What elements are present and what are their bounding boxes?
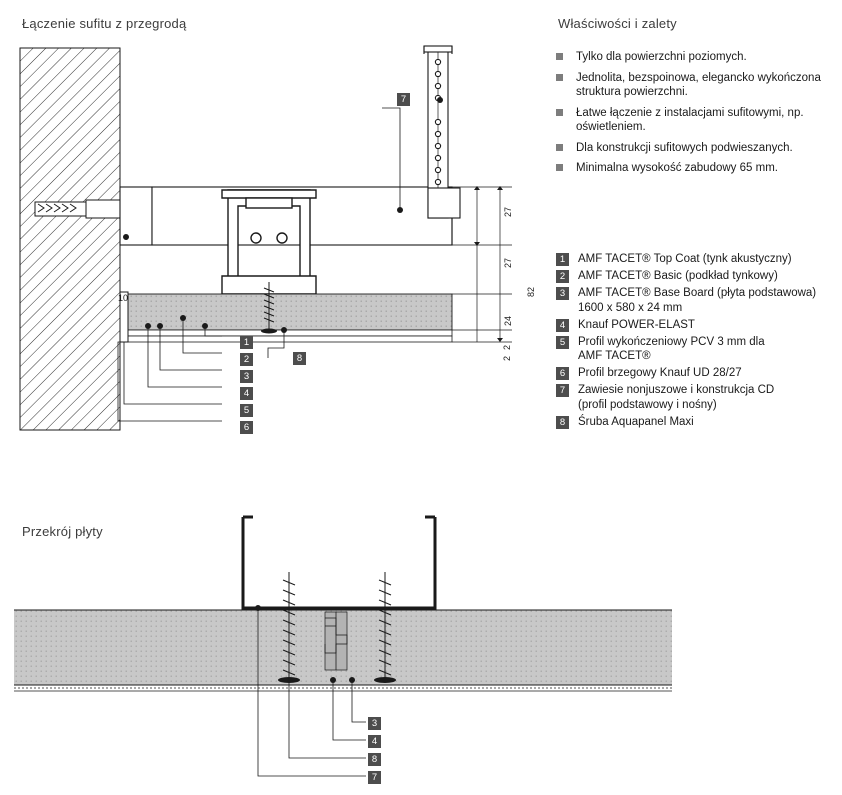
legend-item-1: [556, 252, 836, 267]
leader-lines: [118, 108, 400, 421]
legend-text: AMF TACET® Basic (podkład tynkowy): [578, 270, 778, 282]
board-layers: [120, 294, 452, 342]
bullet-icon: [556, 74, 563, 81]
legend-text: Profil brzegowy Knauf UD 28/27: [578, 367, 742, 379]
feature-item: [556, 50, 828, 65]
nonius-hanger: [424, 46, 460, 218]
legend-text-line2: AMF TACET®: [578, 350, 651, 362]
dim-24: 24: [503, 315, 513, 326]
legend-number: 2: [556, 270, 569, 283]
legend-text: Zawiesie nonjuszowe i konstrukcja CD: [578, 384, 775, 396]
dim-82: 82: [526, 286, 536, 297]
dim-27-top: 27: [503, 206, 513, 217]
legend-item-3: [556, 286, 836, 315]
section-drawing: [0, 500, 700, 795]
cd-channel-section-bottom: [243, 517, 435, 608]
callout-5: 5: [240, 404, 253, 417]
dim-2a: 2: [502, 344, 512, 350]
detail-drawing-svg: [0, 30, 540, 480]
feature-item: [556, 106, 828, 135]
legend-number: 8: [556, 416, 569, 429]
detail-drawing-title: Łączenie sufitu z przegrodą: [22, 16, 187, 31]
callout-7: 7: [397, 93, 410, 106]
legend-text: AMF TACET® Top Coat (tynk akustyczny): [578, 253, 792, 265]
legend-number: 3: [556, 287, 569, 300]
legend-item-7: [556, 383, 836, 412]
feature-text: Dla konstrukcji sufitowych podwieszanych.: [576, 141, 793, 154]
legend-number: 4: [556, 319, 569, 332]
feature-text: Tylko dla powierzchni poziomych.: [576, 51, 747, 63]
bullet-icon: [556, 144, 563, 151]
wall-anchor: [35, 200, 120, 218]
callout-1: 1: [240, 336, 253, 349]
legend-number: 6: [556, 367, 569, 380]
legend-text: Śruba Aquapanel Maxi: [578, 415, 694, 428]
legend-item-2: [556, 269, 836, 284]
dim-27-mid: 27: [503, 257, 513, 268]
wall-hatched: [20, 48, 120, 430]
legend-text-line2: (profil podstawowy i nośny): [578, 398, 717, 411]
legend-item-4: [556, 318, 836, 333]
legend-number: 7: [556, 384, 569, 397]
feature-text: Jednolita, bezspoinowa, elegancko wykończona struktura powierzchni.: [576, 71, 821, 98]
section-drawing-svg: [0, 500, 700, 795]
feature-item: [556, 141, 828, 156]
section-callout-7: 7: [368, 771, 381, 784]
callout-8: 8: [293, 352, 306, 365]
feature-text: Minimalna wysokość zabudowy 65 mm.: [576, 162, 778, 174]
dim-10: 10: [118, 293, 129, 303]
feature-item: [556, 161, 828, 176]
feature-text: Łatwe łączenie z instalacjami sufitowymi, np. oświetleniem.: [576, 106, 804, 133]
legend-item-6: [556, 366, 836, 381]
board-joint: [325, 612, 347, 670]
legend-text: Profil wykończeniowy PCV 3 mm dla: [578, 335, 765, 348]
section-callout-8: 8: [368, 753, 381, 766]
features-title: Właściwości i zalety: [558, 16, 677, 31]
legend-number: 5: [556, 336, 569, 349]
section-callout-3: 3: [368, 717, 381, 730]
callout-4: 4: [240, 387, 253, 400]
legend-text: AMF TACET® Base Board (płyta podstawowa): [578, 287, 817, 299]
bullet-icon: [556, 53, 563, 60]
section-callout-4: 4: [368, 735, 381, 748]
bullet-icon: [556, 164, 563, 171]
feature-item: [556, 71, 828, 100]
legend-text-line2: 1600 x 580 x 24 mm: [578, 301, 683, 314]
detail-drawing: [0, 30, 540, 480]
callout-6: 6: [240, 421, 253, 434]
legend-list: [556, 252, 836, 432]
legend-item-5: [556, 335, 836, 364]
callout-3: 3: [240, 370, 253, 383]
bullet-icon: [556, 109, 563, 116]
legend-number: 1: [556, 253, 569, 266]
features-list: [556, 50, 828, 182]
legend-item-8: [556, 415, 836, 430]
callout-2: 2: [240, 353, 253, 366]
dim-2b: 2: [502, 355, 512, 361]
section-drawing-title: Przekrój płyty: [22, 524, 103, 539]
legend-text: Knauf POWER-ELAST: [578, 318, 695, 331]
